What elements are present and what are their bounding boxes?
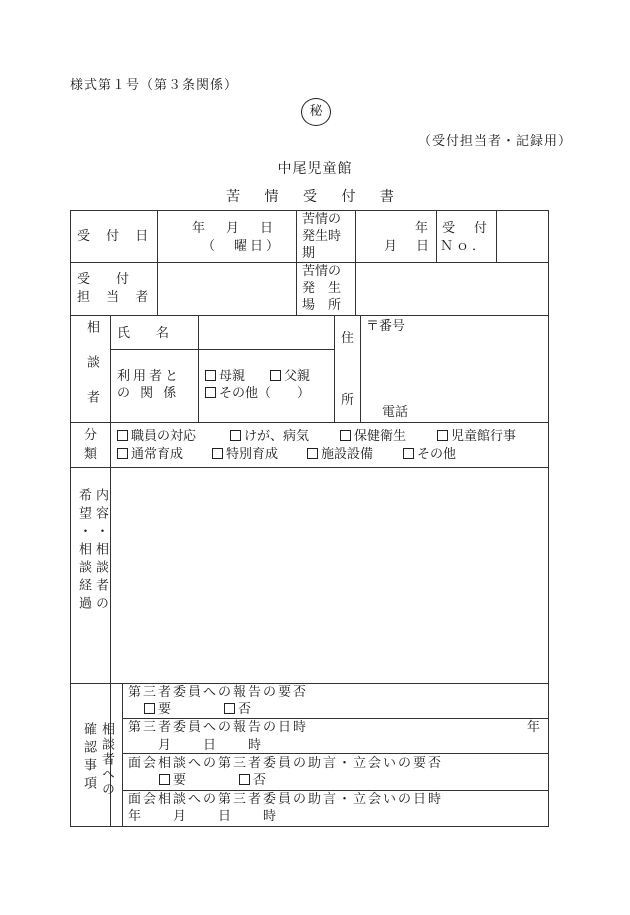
checkbox-icon: [159, 774, 170, 785]
occurrence-time-label-1: 苦情の: [302, 212, 342, 227]
reception-date-line1: 年 月 日: [192, 221, 278, 236]
report-datetime-title: 第三者委員への報告の日時: [128, 720, 309, 735]
classification-option[interactable]: [437, 428, 516, 445]
occurrence-monthday: 月 日: [384, 239, 433, 254]
occurrence-place-label-2: 発 生: [302, 281, 342, 296]
relation-father-text: 父親: [284, 369, 311, 384]
checkbox-icon: [144, 703, 155, 714]
name-label: 氏 名: [117, 326, 170, 341]
meeting-advice-necessity-title: 面会相談への第三者委員の助言・立会いの要否: [128, 756, 444, 771]
classification-option-text: けが、病気: [244, 429, 310, 444]
classification-label-2: 類: [84, 447, 98, 462]
content-area[interactable]: [111, 468, 548, 683]
checkbox-icon: [307, 448, 318, 459]
classification-option[interactable]: [117, 428, 196, 445]
checkbox-icon: [205, 370, 216, 381]
relation-mother-text: 母親: [219, 369, 246, 384]
reception-no-label-1: 受 付: [442, 221, 491, 236]
consultant-section-label: 相談者: [84, 320, 99, 425]
reception-date-label: 受 付 日: [77, 229, 155, 244]
meeting-advice-datetime-title: 面会相談への第三者委員の助言・立会いの日時: [128, 792, 444, 807]
occurrence-place-label-1: 苦情の: [302, 264, 342, 279]
reception-staff-label-2: 担 当 者: [77, 290, 155, 305]
reception-staff-label-1: 受 付: [77, 272, 130, 287]
confirmation-label-right: 相談者への: [99, 722, 114, 797]
classification-option[interactable]: [307, 446, 373, 463]
content-label-right: 内容・相談者の: [93, 488, 108, 614]
occurrence-year: 年: [415, 221, 429, 236]
classification-option[interactable]: [340, 428, 406, 445]
no-text: 否: [238, 702, 252, 717]
occurrence-time-label-2: 発生時: [302, 229, 342, 244]
classification-option-text: 児童館行事: [451, 429, 517, 444]
reception-date-line2: （ 曜日）: [202, 239, 283, 254]
classification-label-1: 分: [84, 428, 98, 443]
checkbox-icon: [239, 774, 250, 785]
checkbox-icon: [224, 703, 235, 714]
relation-label-1: 利用者と: [117, 369, 182, 384]
postal-code-label: 〒番号: [366, 319, 406, 334]
checkbox-icon: [437, 430, 448, 441]
report-datetime-year: 年: [527, 720, 541, 735]
checkbox-icon: [205, 387, 216, 398]
classification-option[interactable]: [230, 428, 309, 445]
document-title: 苦 情 受 付 書: [226, 189, 404, 205]
checkbox-icon: [270, 370, 281, 381]
classification-option[interactable]: [117, 446, 183, 463]
report-necessity-no[interactable]: [224, 701, 251, 718]
meeting-advice-no[interactable]: [239, 772, 266, 789]
classification-option-text: その他: [417, 447, 457, 462]
address-label-bottom: 所: [341, 393, 355, 408]
address-label-top: 住: [341, 331, 355, 346]
relation-label-2: の 関 係: [117, 386, 180, 401]
yes-text: 要: [158, 702, 172, 717]
phone-label: 電話: [382, 405, 409, 420]
checkbox-icon: [117, 430, 128, 441]
form-number-label: 様式第１号（第３条関係）: [70, 78, 239, 93]
meeting-advice-datetime: 年 月 日 時: [128, 809, 279, 824]
classification-option-text: 施設設備: [321, 447, 374, 462]
meeting-advice-yes[interactable]: [159, 772, 186, 789]
occurrence-time-label-3: 期: [302, 246, 316, 261]
checkbox-icon: [340, 430, 351, 441]
report-necessity-yes[interactable]: [144, 701, 171, 718]
yes-text: 要: [173, 773, 187, 788]
organization-name: 中尾児童館: [277, 161, 353, 177]
confirmation-label-left: 確認事項: [81, 722, 96, 794]
content-label-left: 希望・相談経過: [76, 488, 91, 614]
classification-option-text: 職員の対応: [131, 429, 197, 444]
relation-option-mother[interactable]: [205, 368, 245, 385]
checkbox-icon: [117, 448, 128, 459]
confidential-mark: 秘: [301, 98, 331, 126]
relation-option-father[interactable]: [270, 368, 310, 385]
relation-option-other[interactable]: [205, 385, 310, 402]
reception-no-label-2: Ｎｏ．: [440, 239, 489, 254]
classification-option-text: 通常育成: [131, 447, 184, 462]
report-necessity-title: 第三者委員への報告の要否: [128, 685, 309, 700]
checkbox-icon: [403, 448, 414, 459]
occurrence-place-label-3: 場 所: [302, 298, 342, 313]
record-use-note: （受付担当者・記録用）: [417, 134, 572, 149]
relation-other-text: その他（ ）: [219, 386, 311, 401]
classification-option[interactable]: [212, 446, 278, 463]
classification-option-text: 保健衛生: [354, 429, 407, 444]
classification-option-text: 特別育成: [226, 447, 279, 462]
classification-option[interactable]: [403, 446, 456, 463]
checkbox-icon: [212, 448, 223, 459]
no-text: 否: [253, 773, 267, 788]
checkbox-icon: [230, 430, 241, 441]
report-datetime-monthday: 月 日 時: [158, 738, 264, 753]
